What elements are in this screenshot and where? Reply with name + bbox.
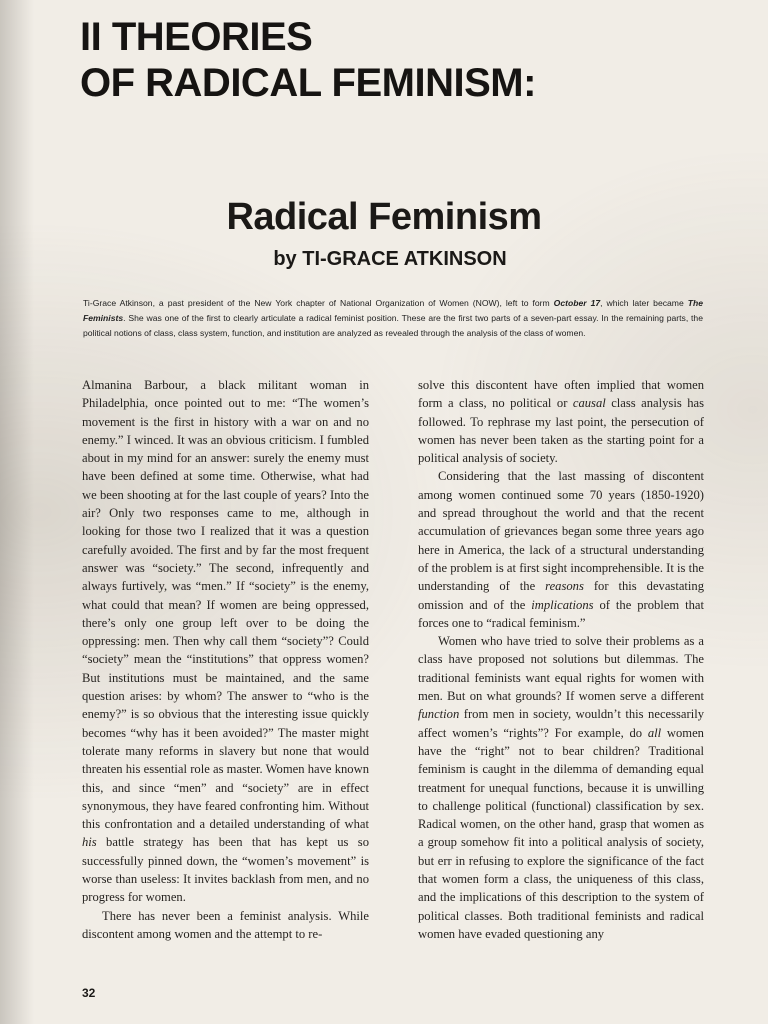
left-paragraph-2: There has never been a feminist analysis. While discontent among women and the attempt to re- (82, 908, 369, 941)
left-p1-end: battle strategy has been that has kept us so successfully pinned down, the “women’s movement” is worse than useless: It invites backlash from men, and no progress for women. (82, 835, 369, 905)
byline: by TI-GRACE ATKINSON (273, 248, 507, 270)
intro-text-2: , which later became (600, 298, 688, 308)
section-heading-line-1: II THEORIES (80, 15, 313, 59)
right-p1-text-b: class analysis has followed. To rephrase my last point, the persecution of women has never been taken as the starting point for a political analysis of society. (418, 396, 704, 466)
intro-italic-2: The Feminists (83, 298, 704, 323)
section-heading-line-2: OF RADICAL FEMINISM: (80, 61, 536, 105)
section-heading (80, 14, 700, 106)
scan-edge-shadow (0, 0, 34, 1024)
right-paragraph-1 (418, 376, 704, 467)
intro-italic-1: October 17 (553, 298, 601, 308)
left-p1-text: Almanina Barbour, a black militant woman in Philadelphia, once pointed out to me: “The women’s movement is the first in history with a war on and no enemy.” I winced. It was an obvious criticism. I fumbled about in my mind for an answer: surely the enemy must have been defined at some time. Otherwise, what had we been shooting at for the last couple of years? Into the air? Only two responses came to me, although in looking for those two I realized that it was a question carefully avoided. The first and by far the most frequent answer was “society.” The second, infrequently and always furtively, was “men.” If “society” is the enemy, what could that mean? If women are being oppressed, there’s only one group left over to be doing the oppressing: men. Then why call them “society”? Could “society” mean the “institutions” that oppress women? But institutions must be maintained, and the same question arises: by whom? The answer to “who is the enemy?” is so obvious that the interesting issue quickly becomes “why has it been avoided?” The master might tolerate many reforms in slavery but none that would threaten his essential role as master. Women have known this, and since “men” and “society” are in effect synonymous, they have feared confronting him. Without this confrontation and a detailed understanding of what (82, 378, 369, 832)
page-number: 32 (82, 986, 96, 1000)
right-p2-text-c: of the problem that forces one to “radical feminism.” (418, 597, 704, 630)
right-p3-text-c: women have the “right” not to bear children? Traditional feminism is caught in the dilemma of demanding equal treatment for unequal functions, because it is unwilling to challenge political (functional) classification by sex. Radical women, on the other hand, grasp that women as a group somehow fit into a political analysis of society, but err in refusing to explore the significance of the fact that women form a class, the uniqueness of this class, and the implications of this description to the system of political classes. Both traditional feminists and radical women have evaded questioning any (418, 725, 704, 941)
right-column (418, 376, 704, 943)
right-p2-italic-1: reasons (545, 579, 584, 594)
article-title: Radical Feminism (226, 196, 542, 238)
right-p1-text-a: solve this discontent have often implied that women form a class, no political or (418, 378, 704, 411)
right-p2-text-a: Considering that the last massing of discontent among women continued some 70 years (1850-1920) and spread throughout the world and that the recent accumulation of grievances began some three years ago here in America, the lack of a structural understanding of the problem is at first sight incomprehensible. It is the understanding of the (418, 469, 704, 594)
intro-paragraph (83, 296, 703, 341)
left-column (82, 376, 369, 943)
right-paragraph-2 (418, 467, 704, 632)
left-paragraph-1 (82, 376, 369, 907)
left-p1-italic: his (82, 835, 97, 850)
right-p3-text-b: from men in society, wouldn’t this necessarily affect women’s “rights”? For example, do (418, 707, 704, 740)
right-p3-text-a: Women who have tried to solve their problems as a class have proposed not solutions but dilemmas. The traditional feminists want equal rights for women with men. But on what grounds? If women serve a different (418, 634, 704, 704)
right-p3-italic-2: all (647, 725, 662, 740)
right-p3-italic-1: function (418, 707, 460, 722)
right-paragraph-3 (418, 632, 704, 943)
intro-text-3: . She was one of the first to clearly articulate a radical feminist position. These are the first two parts of a seven-part essay. In the remaining parts, the political notions of class, class system, function, and institution are analyzed as revealed through the analysis of the class of women. (83, 313, 703, 338)
intro-text-1: Ti-Grace Atkinson, a past president of the New York chapter of National Organization of Women (NOW), left to form (83, 298, 554, 308)
right-p1-italic: causal (572, 396, 606, 411)
right-p2-text-b: for this devastating omission and of the (418, 579, 705, 612)
right-p2-italic-2: implications (531, 597, 594, 612)
